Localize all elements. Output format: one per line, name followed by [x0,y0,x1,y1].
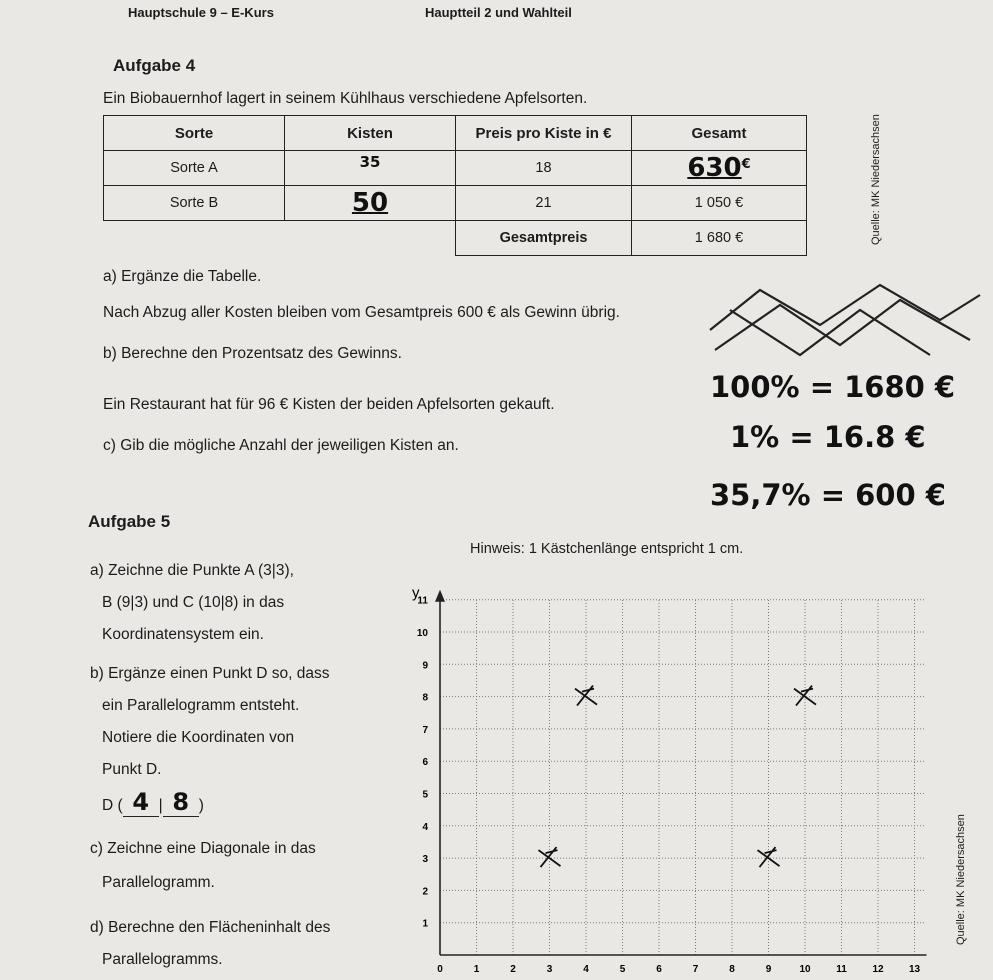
handwritten-d-y: 8 [163,788,199,817]
scribble-path [710,285,980,355]
info-restaurant: Ein Restaurant hat für 96 € Kisten der beiden Apfelsorten gekauft. [103,396,555,413]
task-5d [90,912,330,976]
cell-gesamt: 1 050 € [632,186,807,221]
handwritten-note-1: 100% = 1680 € [710,370,956,404]
y-tick-label: 10 [416,628,428,639]
y-tick-label: 9 [422,660,428,672]
price-table [103,115,807,256]
task-5b-line: b) Ergänze einen Punkt D so, dass [90,665,330,682]
task-5b [90,658,330,786]
kisten-a-value: 35 [359,153,381,171]
table-total-row [104,221,807,256]
info-gewinn: Nach Abzug aller Kosten bleiben vom Gesamtpreis 600 € als Gewinn übrig. [103,304,620,321]
task-5b-line: Notiere die Koordinaten von [102,729,295,746]
answer-d-line [102,788,204,817]
y-tick-label: 8 [422,692,428,704]
aufgabe5-title: Aufgabe 5 [88,512,171,531]
th-sorte: Sorte [104,116,285,151]
y-tick-label: 7 [422,724,428,736]
x-tick-label: 12 [872,964,884,975]
th-kisten: Kisten [285,116,456,151]
th-gesamt: Gesamt [632,116,807,151]
total-label: Gesamtpreis [456,221,632,256]
total-value: 1 680 € [632,221,807,256]
scribble-marks [700,270,990,370]
x-tick-label: 0 [437,964,443,975]
x-tick-label: 1 [473,964,480,975]
handwritten-note-3: 35,7% = 600 € [710,478,946,512]
x-tick-label: 4 [583,964,589,975]
cell-sorte: Sorte B [104,186,285,221]
y-tick-label: 6 [422,757,428,769]
answer-d-sep: | [158,797,163,814]
hint-text: Hinweis: 1 Kästchenlänge entspricht 1 cm. [470,541,744,557]
handwritten-euro: € [741,157,751,172]
cell-gesamt [632,151,807,186]
x-tick-label: 3 [546,964,553,975]
source-note-top: Quelle: MK Niedersachsen [870,114,882,245]
y-tick-label: 5 [422,789,428,801]
y-axis-arrow [435,590,445,602]
handwritten-d-x: 4 [123,788,159,817]
answer-d-prefix: D ( [102,797,123,814]
cell-preis: 21 [456,186,632,221]
handwritten-kisten-b: 50 [351,188,389,218]
cell-kisten [285,151,456,186]
task-5c-line: c) Zeichne eine Diagonale in das [90,840,316,857]
task-5a-line: B (9|3) und C (10|8) in das [102,594,285,611]
task-5a-line: a) Zeichne die Punkte A (3|3), [90,562,294,579]
aufgabe4-intro: Ein Biobauernhof lagert in seinem Kühlhaus verschiedene Apfelsorten. [103,90,588,107]
y-tick-label: 3 [422,854,428,866]
table-row [104,151,807,186]
x-tick-label: 7 [692,964,699,975]
answer-d-suffix: ) [198,797,204,814]
table-header-row [104,116,807,151]
source-note-bottom: Quelle: MK Niedersachsen [955,814,967,945]
task-5c-line: Parallelogramm. [102,874,215,891]
y-tick-label: 1 [422,918,428,930]
task-5a [90,555,294,651]
task-5b-line: ein Parallelogramm entsteht. [102,697,300,714]
task-5b-line: Punkt D. [102,761,162,778]
cell-sorte: Sorte A [104,151,285,186]
header-right: Hauptteil 2 und Wahlteil [425,5,572,20]
table-row [104,186,807,221]
y-axis-label: y [412,584,420,602]
x-tick-label: 10 [799,964,811,975]
y-tick-label: 2 [422,886,428,898]
cell-kisten [285,186,456,221]
x-tick-label: 9 [765,964,772,975]
th-preis: Preis pro Kiste in € [456,116,632,151]
task-5c [90,832,316,900]
task-4c: c) Gib die mögliche Anzahl der jeweiligen Kisten an. [103,437,459,454]
x-tick-label: 11 [836,964,847,975]
x-tick-label: 8 [729,964,735,975]
aufgabe4-title: Aufgabe 4 [113,56,196,75]
task-4a: a) Ergänze die Tabelle. [103,268,262,285]
header-left: Hauptschule 9 – E-Kurs [128,5,274,20]
x-tick-label: 13 [908,964,921,975]
task-5a-line: Koordinatensystem ein. [102,626,264,643]
handwritten-gesamt-a: 630 [687,153,742,183]
coordinate-system[interactable] [395,560,930,980]
task-5d-line: d) Berechne den Flächeninhalt des [90,919,331,936]
y-tick-label: 11 [417,595,428,607]
handwritten-note-2: 1% = 16.8 € [730,420,926,454]
task-5d-line: Parallelogramms. [102,951,223,968]
x-tick-label: 6 [656,964,662,975]
cell-preis: 18 [456,151,632,186]
y-tick-label: 4 [422,821,428,833]
x-tick-label: 2 [510,964,516,975]
x-tick-label: 5 [619,964,626,975]
task-4b: b) Berechne den Prozentsatz des Gewinns. [103,345,402,362]
